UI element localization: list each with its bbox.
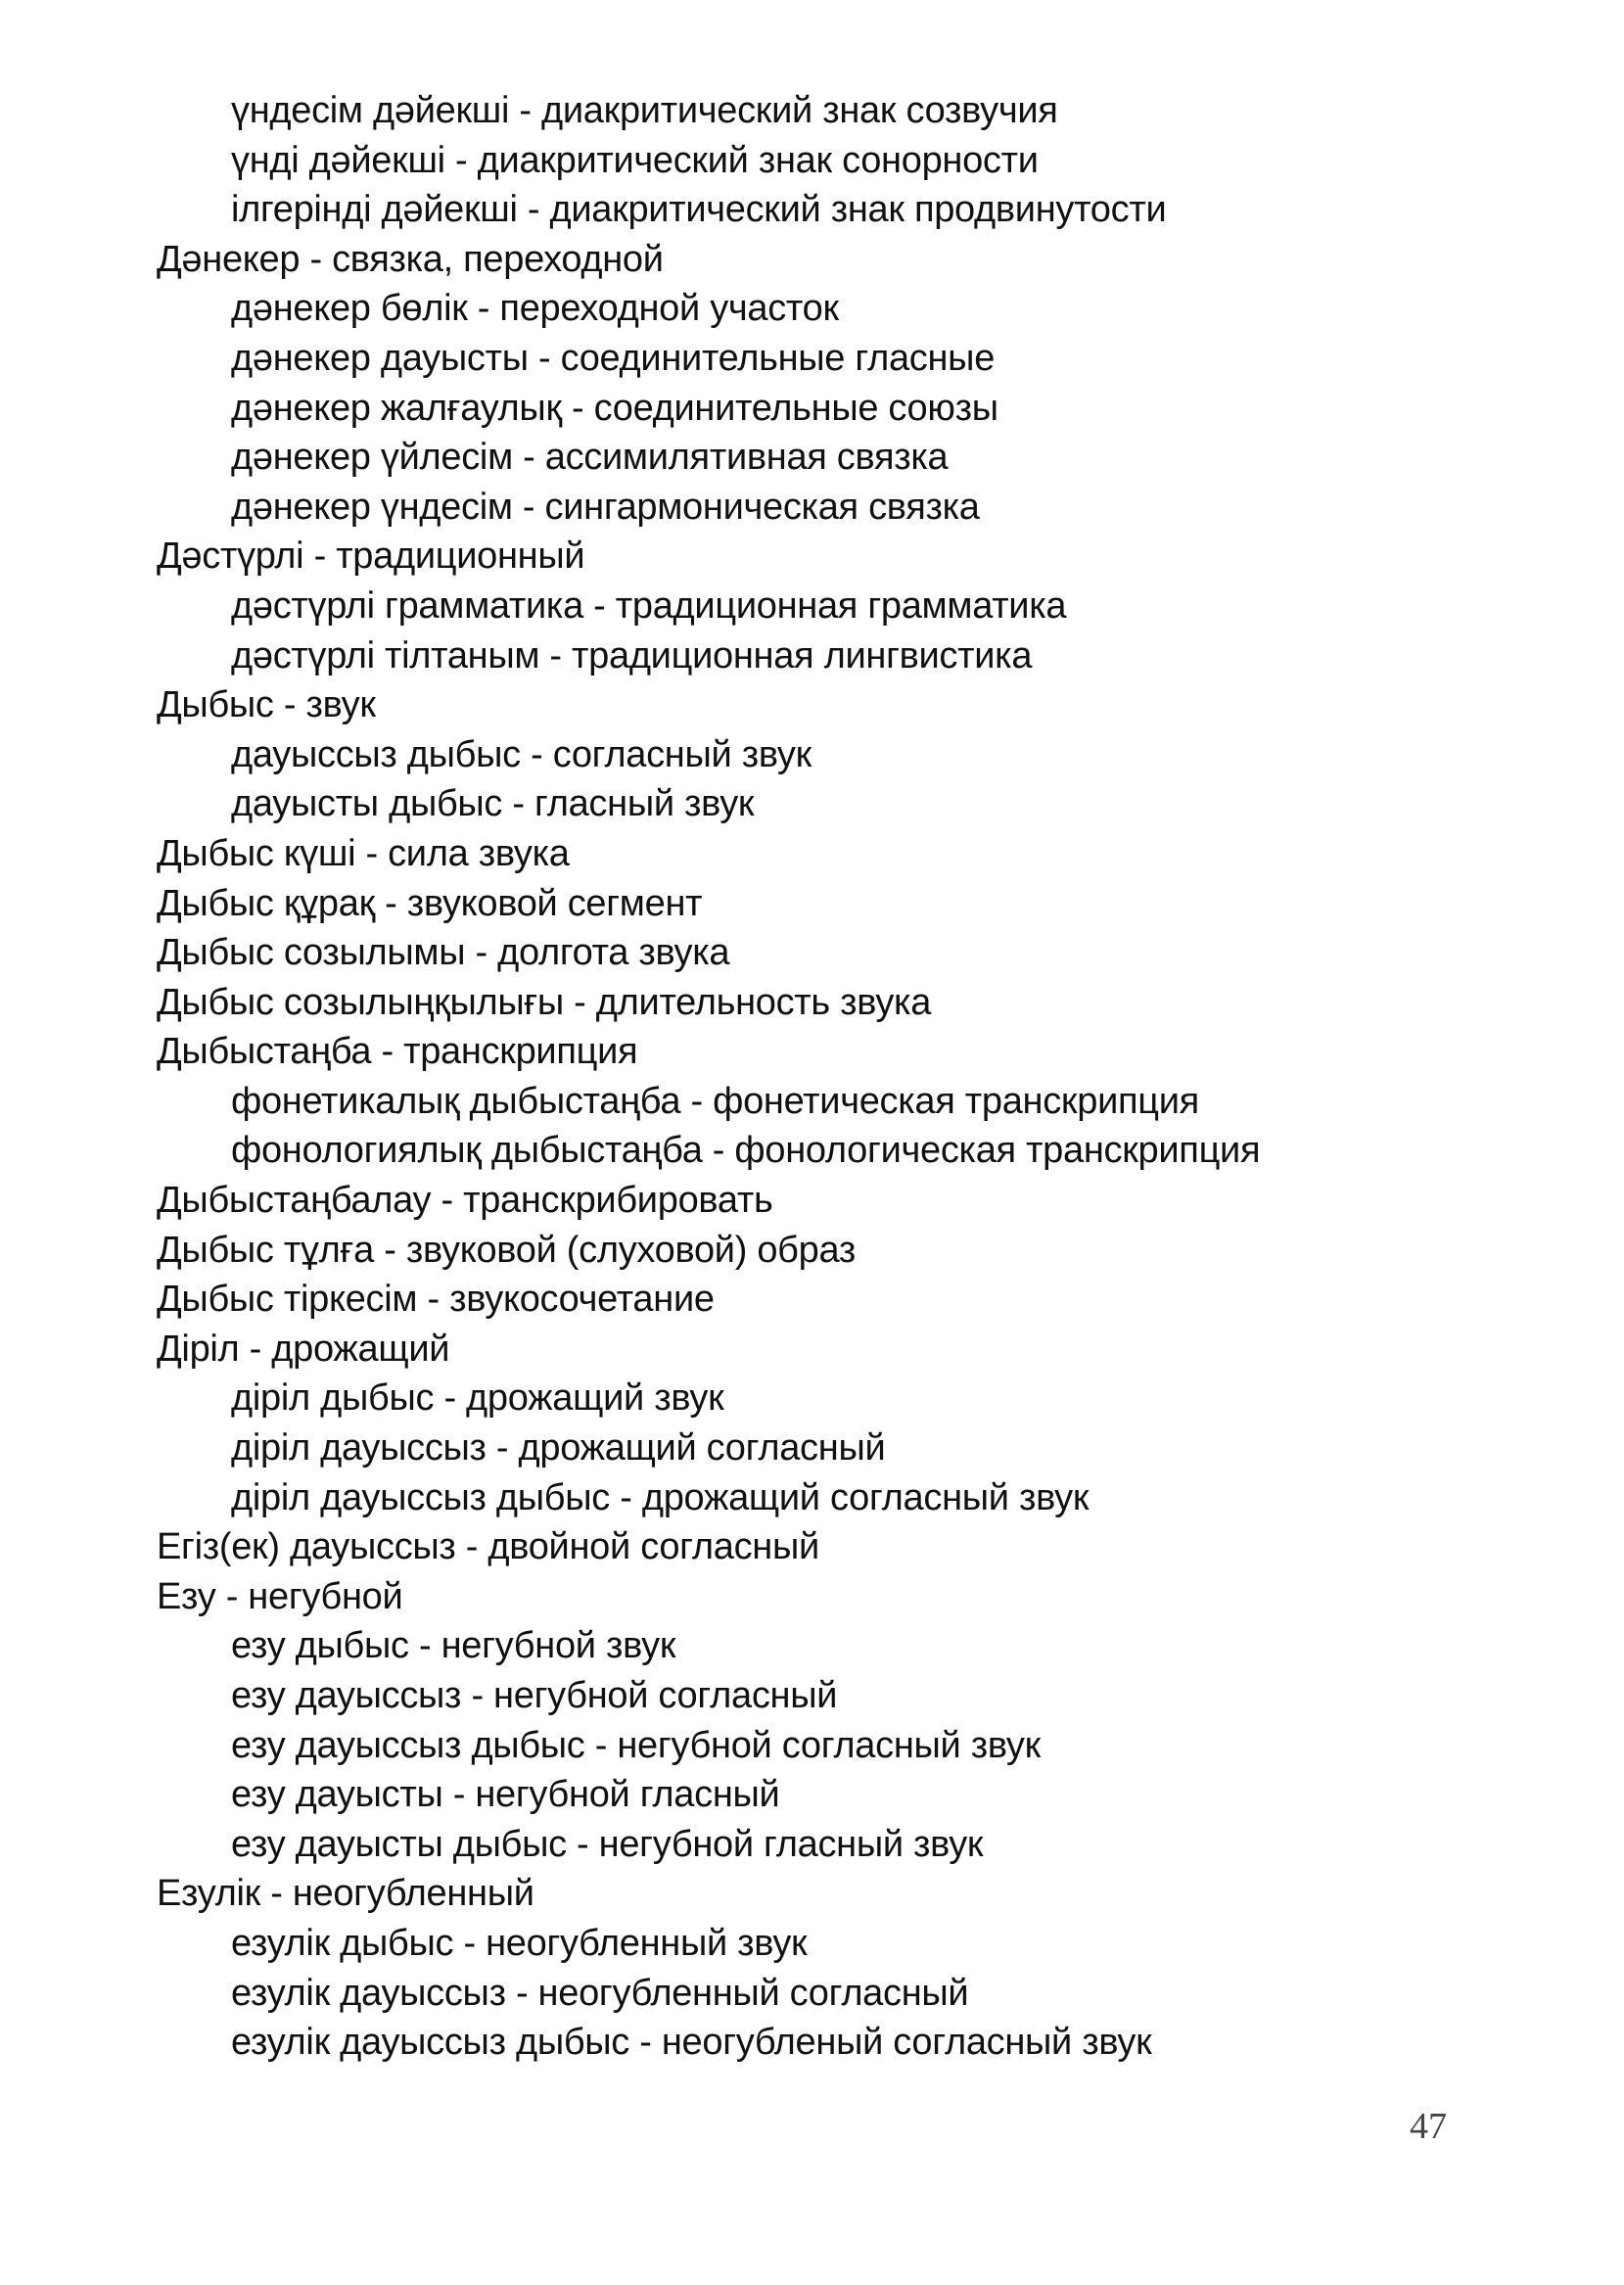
glossary-subentry: діріл дауыссыз - дрожащий согласный — [231, 1427, 886, 1469]
glossary-subentry: езулік дыбыс - неогубленный звук — [231, 1922, 808, 1964]
glossary-subentry: езулік дауыссыз дыбыс - неогубленый согласный звук — [231, 2022, 1152, 2064]
glossary-subentry: езу дауыссыз дыбыс - негубной согласный звук — [231, 1724, 1041, 1766]
glossary-headword: Дыбыстаңба - транскрипция — [157, 1031, 638, 1073]
glossary-subentry: фонетикалық дыбыстаңба - фонетическая транскрипция — [231, 1080, 1199, 1122]
glossary-subentry: ілгерінді дәйекші - диакритический знак продвинутости — [231, 189, 1167, 231]
glossary-headword: Езу - негубной — [157, 1575, 403, 1617]
glossary-headword: Діріл - дрожащий — [157, 1328, 450, 1370]
glossary-subentry: дәнекер дауысты - соединительные гласные — [231, 337, 996, 379]
page-number: 47 — [1410, 2106, 1447, 2147]
glossary-headword: Дыбыс тіркесім - звукосочетание — [157, 1279, 715, 1321]
glossary-subentry: езу дауыссыз - негубной согласный — [231, 1675, 838, 1716]
glossary-headword: Дәнекер - связка, переходной — [157, 238, 664, 280]
glossary-headword: Дыбыс құрақ - звуковой сегмент — [157, 882, 703, 924]
glossary-subentry: езу дыбыс - негубной звук — [231, 1625, 676, 1667]
glossary-headword: Дыбыс созылыңқылығы - длительность звука — [157, 981, 932, 1023]
glossary-list — [157, 86, 1468, 2068]
glossary-subentry: дәнекер жалғаулық - соединительные союзы — [231, 387, 998, 429]
glossary-subentry: үнді дәйекші - диакритический знак сонорности — [231, 139, 1039, 181]
glossary-headword: Дыбыс - звук — [157, 684, 376, 726]
glossary-subentry: діріл дыбыс - дрожащий звук — [231, 1377, 724, 1420]
glossary-headword: Дыбыс тұлға - звуковой (слуховой) образ — [157, 1229, 856, 1271]
glossary-subentry: үндесім дәйекші - диакритический знак созвучия — [231, 90, 1058, 131]
glossary-subentry: езу дауысты - негубной гласный — [231, 1774, 780, 1816]
glossary-headword: Дыбыс созылымы - долгота звука — [157, 932, 730, 974]
glossary-subentry: езулік дауыссыз - неогубленный согласный — [231, 1972, 969, 2014]
glossary-subentry: діріл дауыссыз дыбыс - дрожащий согласный звук — [231, 1476, 1090, 1518]
glossary-subentry: дәнекер үйлесім - ассимилятивная связка — [231, 437, 949, 479]
glossary-headword: Дәстүрлі - традиционный — [157, 536, 585, 578]
glossary-headword: Егіз(ек) дауыссыз - двойной согласный — [157, 1526, 819, 1568]
glossary-headword: Дыбыс күші - сила звука — [157, 832, 570, 874]
glossary-subentry: дәнекер бөлік - переходной участок — [231, 288, 839, 330]
glossary-subentry: езу дауысты дыбыс - негубной гласный звук — [231, 1823, 984, 1865]
glossary-subentry: дәстүрлі тілтаным - традиционная лингвистика — [231, 634, 1033, 676]
glossary-subentry: дәстүрлі грамматика - традиционная грамматика — [231, 584, 1067, 627]
glossary-subentry: дауыссыз дыбыс - согласный звук — [231, 733, 812, 775]
glossary-subentry: дәнекер үндесім - сингармоническая связка — [231, 486, 980, 528]
glossary-headword: Езулік - неогубленный — [157, 1873, 534, 1915]
glossary-subentry: фонологиялық дыбыстаңба - фонологическая транскрипция — [231, 1130, 1261, 1172]
glossary-headword: Дыбыстаңбалау - транскрибировать — [157, 1180, 773, 1222]
glossary-subentry: дауысты дыбыс - гласный звук — [231, 783, 755, 825]
